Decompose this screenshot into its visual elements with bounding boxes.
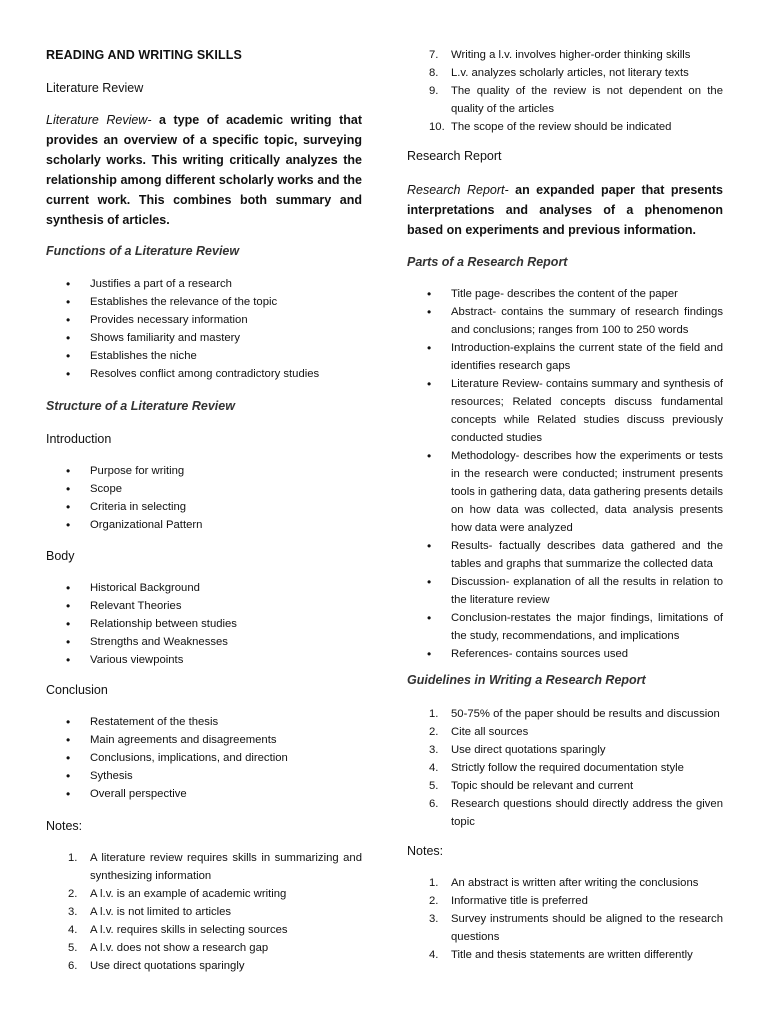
- literature-review-definition: [46, 110, 362, 230]
- item-number: 3.: [429, 744, 439, 756]
- list-item: • Justifies a part of a research: [46, 275, 362, 293]
- item-number: 2.: [429, 726, 439, 738]
- item-number: 4.: [429, 949, 439, 961]
- conclusion-list: [46, 713, 362, 803]
- list-item: • Conclusions, implications, and direction: [46, 749, 362, 767]
- numbered-item: [407, 874, 723, 892]
- list-item: • Title page- describes the content of the paper: [407, 285, 723, 303]
- item-number: 6.: [429, 798, 439, 810]
- numbered-item: [46, 957, 362, 975]
- numbered-item: [407, 795, 723, 831]
- item-text: A literature review requires skills in summarizing and synthesizing information: [90, 852, 362, 882]
- numbered-item: [407, 892, 723, 910]
- list-item: • Introduction-explains the current state of the field and identifies research gaps: [407, 339, 723, 375]
- list-item: • Establishes the niche: [46, 347, 362, 365]
- item-text: Informative title is preferred: [451, 895, 588, 907]
- list-item: • Results- factually describes data gathered and the tables and graphs that summarize the collected data: [407, 537, 723, 573]
- list-item: • Provides necessary information: [46, 311, 362, 329]
- list-item: • Relevant Theories: [46, 597, 362, 615]
- item-number: 1.: [429, 708, 439, 720]
- numbered-item: [46, 921, 362, 939]
- list-item: • Restatement of the thesis: [46, 713, 362, 731]
- item-text: A l.v. does not show a research gap: [90, 942, 269, 954]
- numbered-item: [407, 46, 723, 64]
- body-heading: Body: [46, 549, 75, 563]
- numbered-item: [407, 723, 723, 741]
- structure-heading: Structure of a Literature Review: [46, 399, 235, 413]
- numbered-item: [407, 759, 723, 777]
- numbered-item: [407, 82, 723, 118]
- literature-review-definition-text: a type of academic writing that provides an overview of a specific topic, surveying scholarly works. This writing critically analyzes the relationship among different scholarly works and the current work. This combines both summary and synthesis of articles.: [46, 113, 362, 227]
- item-number: 2.: [429, 895, 439, 907]
- item-number: 8.: [429, 67, 439, 79]
- introduction-list: [46, 462, 362, 534]
- item-text: Use direct quotations sparingly: [451, 744, 606, 756]
- notes-heading-right: Notes:: [407, 844, 444, 858]
- list-item: • Shows familiarity and mastery: [46, 329, 362, 347]
- list-item: • Literature Review- contains summary and synthesis of resources; Related concepts discuss fundamental concepts while Related studies discuss previously conducted studies: [407, 375, 723, 447]
- list-item: • Main agreements and disagreements: [46, 731, 362, 749]
- numbered-item: [46, 939, 362, 957]
- item-number: 3.: [429, 913, 439, 925]
- item-text: Use direct quotations sparingly: [90, 960, 245, 972]
- body-list: [46, 579, 362, 669]
- functions-list: [46, 275, 362, 383]
- list-item: • Methodology- describes how the experiments or tests in the research were conducted; instrument presents tools in gathering data, data gathering presents details on how data was collected, data analysis presents how data were analyzed: [407, 447, 723, 537]
- item-number: 1.: [68, 852, 78, 864]
- item-text: Title and thesis statements are written differently: [451, 949, 693, 961]
- item-text: Strictly follow the required documentation style: [451, 762, 684, 774]
- parts-list: [407, 285, 723, 663]
- list-item: • Criteria in selecting: [46, 498, 362, 516]
- list-item: • Sythesis: [46, 767, 362, 785]
- list-item: • Purpose for writing: [46, 462, 362, 480]
- numbered-item: [407, 705, 723, 723]
- research-report-term: Research Report-: [407, 183, 509, 197]
- item-number: 5.: [68, 942, 78, 954]
- item-text: Cite all sources: [451, 726, 529, 738]
- notes-list-left: [46, 849, 362, 975]
- item-text: A l.v. is not limited to articles: [90, 906, 232, 918]
- research-report-definition-text: an expanded paper that presents interpretations and analyses of a phenomenon based on experiments and previous information.: [407, 183, 724, 237]
- item-number: 10.: [429, 121, 445, 133]
- list-item: • Strengths and Weaknesses: [46, 633, 362, 651]
- item-text: 50-75% of the paper should be results and discussion: [451, 708, 720, 720]
- numbered-item: [407, 777, 723, 795]
- numbered-item: [407, 741, 723, 759]
- item-number: 5.: [429, 780, 439, 792]
- item-number: 4.: [68, 924, 78, 936]
- list-item: • Establishes the relevance of the topic: [46, 293, 362, 311]
- item-text: The scope of the review should be indicated: [451, 121, 672, 133]
- numbered-item: [407, 64, 723, 82]
- list-item: • References- contains sources used: [407, 645, 723, 663]
- list-item: • Resolves conflict among contradictory studies: [46, 365, 362, 383]
- item-number: 1.: [429, 877, 439, 889]
- conclusion-heading: Conclusion: [46, 683, 108, 697]
- list-item: • Historical Background: [46, 579, 362, 597]
- item-text: Writing a l.v. involves higher-order thinking skills: [451, 49, 691, 61]
- notes-list-right: [407, 874, 723, 964]
- numbered-item: [407, 946, 723, 964]
- item-number: 6.: [68, 960, 78, 972]
- item-number: 9.: [429, 85, 439, 97]
- document-title: READING AND WRITING SKILLS: [46, 48, 242, 62]
- item-text: L.v. analyzes scholarly articles, not literary texts: [451, 67, 689, 79]
- item-number: 7.: [429, 49, 439, 61]
- item-text: Topic should be relevant and current: [451, 780, 634, 792]
- literature-review-term: Literature Review-: [46, 113, 152, 127]
- list-item: • Abstract- contains the summary of research findings and conclusions; ranges from 100 to 250 words: [407, 303, 723, 339]
- list-item: • Discussion- explanation of all the results in relation to the literature review: [407, 573, 723, 609]
- notes-list-left-continued: [407, 46, 723, 136]
- guidelines-list: [407, 705, 723, 831]
- numbered-item: [407, 118, 723, 136]
- item-number: 3.: [68, 906, 78, 918]
- research-report-definition: [407, 180, 723, 240]
- notes-heading-left: Notes:: [46, 819, 83, 833]
- numbered-item: [46, 903, 362, 921]
- list-item: • Relationship between studies: [46, 615, 362, 633]
- item-text: Survey instruments should be aligned to the research questions: [451, 913, 723, 943]
- item-text: An abstract is written after writing the conclusions: [451, 877, 699, 889]
- list-item: • Scope: [46, 480, 362, 498]
- list-item: • Organizational Pattern: [46, 516, 362, 534]
- numbered-item: [46, 849, 362, 885]
- numbered-item: [46, 885, 362, 903]
- research-report-heading: Research Report: [407, 149, 502, 163]
- item-text: Research questions should directly address the given topic: [451, 798, 723, 828]
- introduction-heading: Introduction: [46, 432, 112, 446]
- item-text: A l.v. is an example of academic writing: [90, 888, 287, 900]
- guidelines-heading: Guidelines in Writing a Research Report: [407, 673, 646, 687]
- numbered-item: [407, 910, 723, 946]
- list-item: • Overall perspective: [46, 785, 362, 803]
- literature-review-heading: Literature Review: [46, 81, 144, 95]
- item-text: A l.v. requires skills in selecting sources: [90, 924, 288, 936]
- list-item: • Various viewpoints: [46, 651, 362, 669]
- item-number: 4.: [429, 762, 439, 774]
- item-text: The quality of the review is not dependent on the quality of the articles: [451, 85, 723, 115]
- list-item: • Conclusion-restates the major findings, limitations of the study, recommendations, and implications: [407, 609, 723, 645]
- parts-heading: Parts of a Research Report: [407, 255, 568, 269]
- item-number: 2.: [68, 888, 78, 900]
- functions-heading: Functions of a Literature Review: [46, 244, 240, 258]
